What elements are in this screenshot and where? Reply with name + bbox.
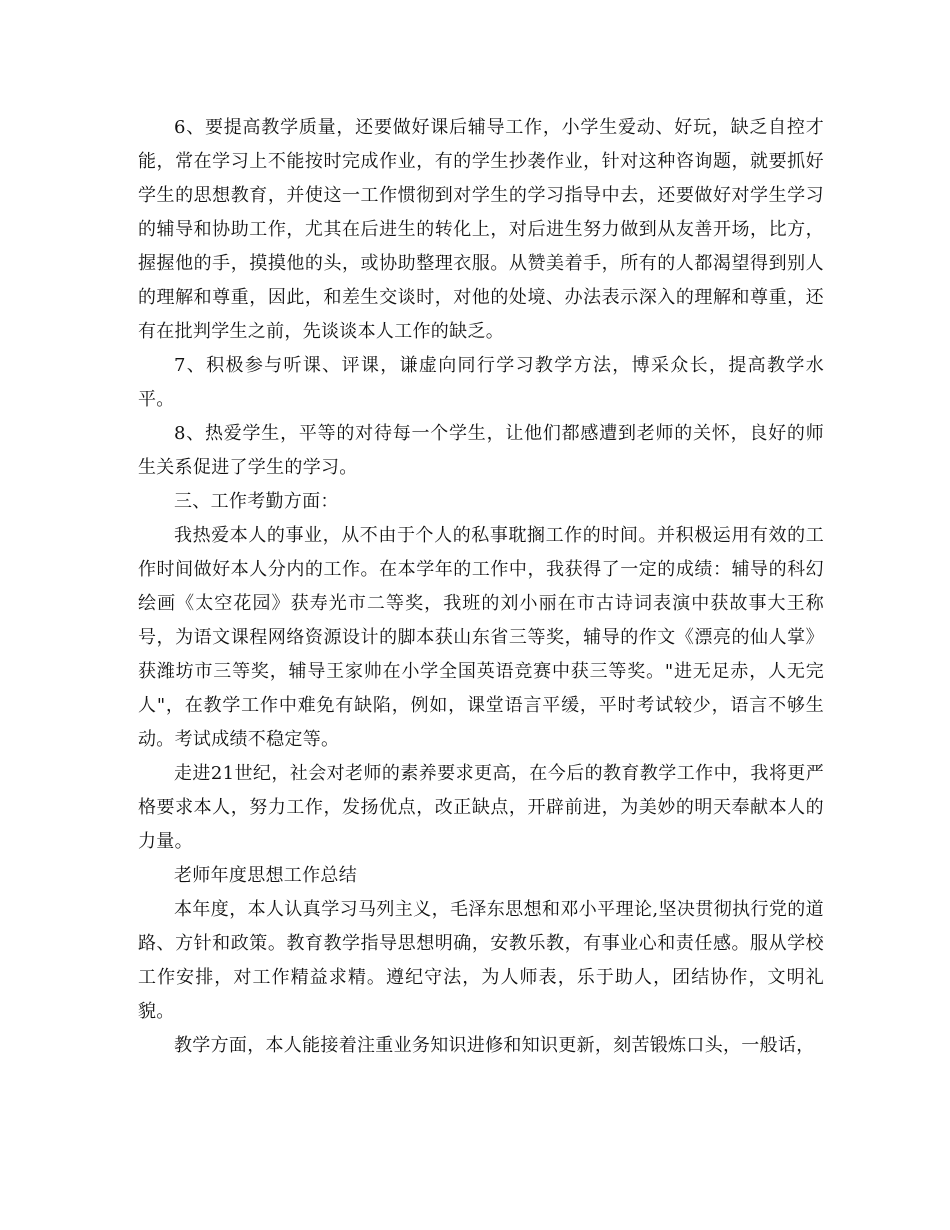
section-heading-attendance: 三、工作考勤方面：	[174, 491, 339, 512]
section-heading-annual-summary: 老师年度思想工作总结	[174, 865, 357, 886]
paragraph-attendance-body: 我热爱本人的事业，从不由于个人的私事耽搁工作的时间。并积极运用有效的工作时间做好本人分内的工作。在本学年的工作中，我获得了一定的成绩：辅导的科幻绘画《太空花园》获寿光市二等奖，我班的刘小丽在市古诗词表演中获故事大王称号，为语文课程网络资源设计的脚本获山东省三等奖，辅导的作文《漂亮的仙人掌》获潍坊市三等奖，辅导王家帅在小学全国英语竞赛中获三等奖。"进无足赤，人无完人"，在教学工作中难免有缺陷，例如，课堂语言平缓，平时考试较少，语言不够生动。考试成绩不稳定等。	[138, 525, 824, 750]
paragraph-teaching: 教学方面，本人能接着注重业务知识进修和知识更新，刻苦锻炼口头，一般话，	[174, 1035, 815, 1056]
paragraph-item-8: 8、热爱学生，平等的对待每一个学生，让他们都感遭到老师的关怀，良好的师生关系促进了学生的学习。	[138, 423, 824, 478]
paragraph-outlook: 走进21世纪，社会对老师的素养要求更高，在今后的教育教学工作中，我将更严格要求本人，努力工作，发扬优点，改正缺点，开辟前进，为美妙的明天奉献本人的力量。	[138, 763, 824, 852]
paragraph-item-7: 7、积极参与听课、评课，谦虚向同行学习教学方法，博采众长，提高教学水平。	[138, 355, 824, 410]
document-body	[138, 111, 824, 1063]
paragraph-item-6: 6、要提高教学质量，还要做好课后辅导工作，小学生爱动、好玩，缺乏自控才能，常在学习上不能按时完成作业，有的学生抄袭作业，针对这种咨询题，就要抓好学生的思想教育，并使这一工作惯彻到对学生的学习指导中去，还要做好对学生学习的辅导和协助工作，尤其在后进生的转化上，对后进生努力做到从友善开场，比方，握握他的手，摸摸他的头，或协助整理衣服。从赞美着手，所有的人都渴望得到别人的理解和尊重，因此，和差生交谈时，对他的处境、办法表示深入的理解和尊重，还有在批判学生之前，先谈谈本人工作的缺乏。	[138, 117, 824, 342]
paragraph-ideology: 本年度，本人认真学习马列主义，毛泽东思想和邓小平理论,坚决贯彻执行党的道路、方针和政策。教育教学指导思想明确，安教乐教，有事业心和责任感。服从学校工作安排，对工作精益求精。遵纪守法，为人师表，乐于助人，团结协作，文明礼貌。	[138, 899, 824, 1022]
